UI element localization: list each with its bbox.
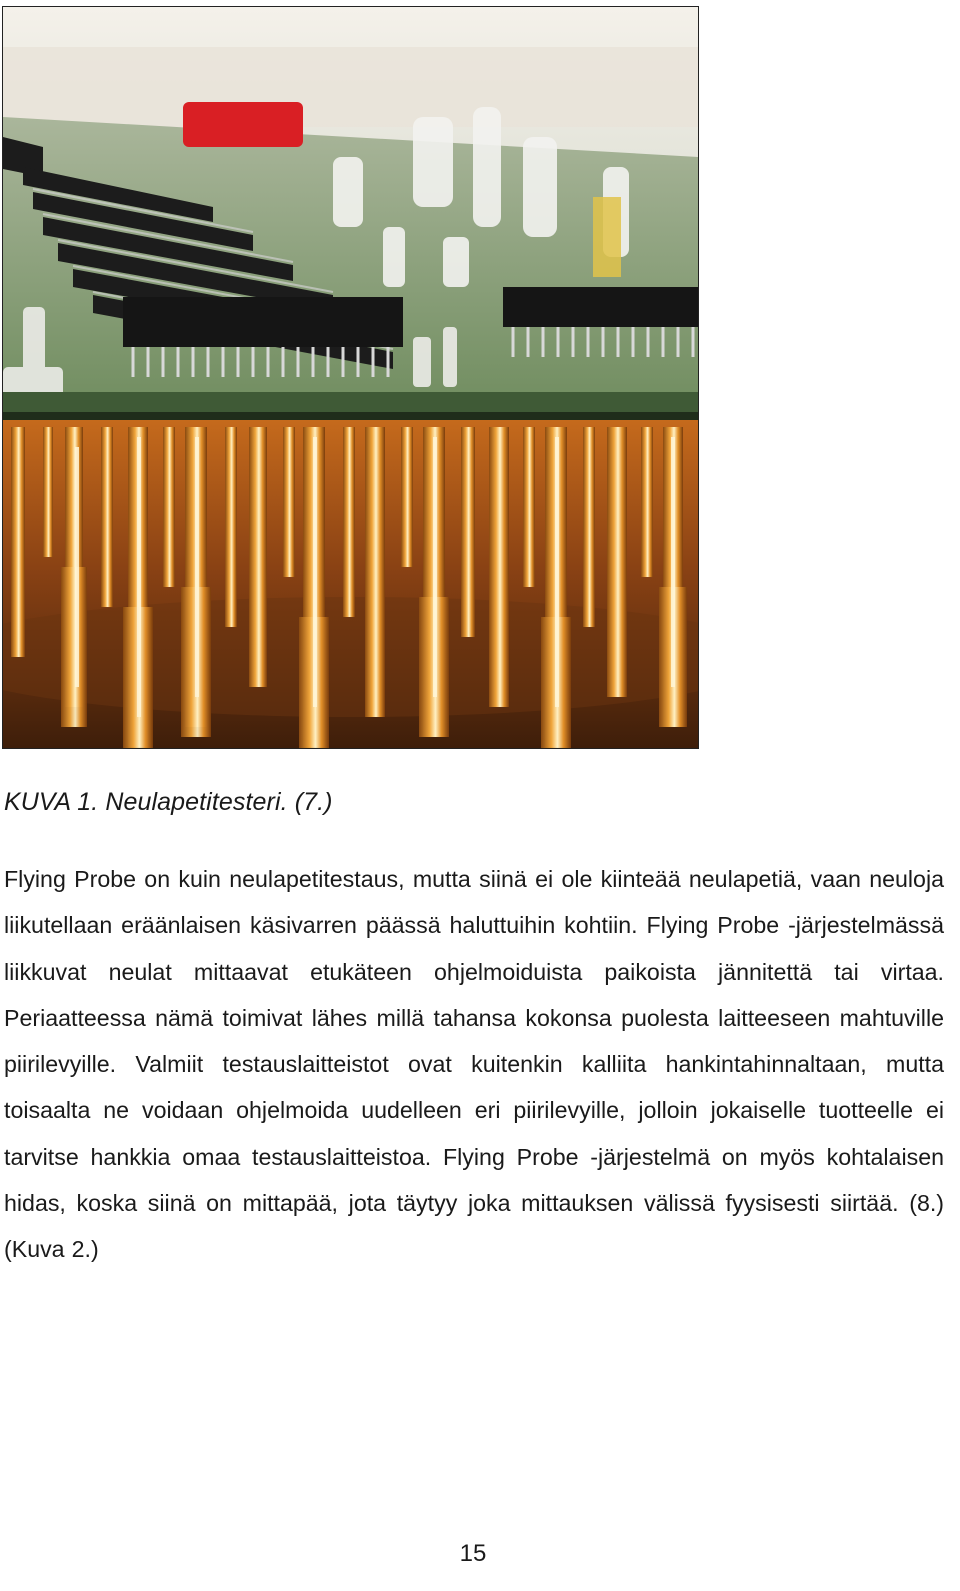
figure-caption: KUVA 1. Neulapetitesteri. (7.)	[4, 788, 333, 816]
body-paragraph: Flying Probe on kuin neulapetitestaus, mutta siinä ei ole kiinteää neulapetiä, vaan neuloja liikutellaan eräänlaisen käsivarren päässä haluttuihin kohtiin. Flying Probe -järjestelmässä liikkuvat neulat mittaavat etukäteen ohjelmoiduista paikoista jännitettä tai virtaa. Periaatteessa nämä toimivat lähes millä tahansa kokonsa puolesta laitteeseen mahtuville piirilevyille. Valmiit testauslaitteistot ovat kuitenkin kalliita hankintahinnaltaan, mutta toisaalta ne voidaan ohjelmoida uudelleen eri piirilevyille, jolloin jokaiselle tuotteelle ei tarvitse hankkia omaa testauslaitteistoa. Flying Probe -järjestelmä on myös kohtalaisen hidas, koska siinä on mittapää, jota täytyy joka mittauksen välissä fyysisesti siirtää. (8.) (Kuva 2.)	[4, 866, 944, 1263]
figure-photo	[2, 6, 699, 749]
red-component	[183, 102, 303, 147]
page-number: 15	[459, 1540, 487, 1567]
circuit-board-probe-photo	[3, 7, 698, 748]
